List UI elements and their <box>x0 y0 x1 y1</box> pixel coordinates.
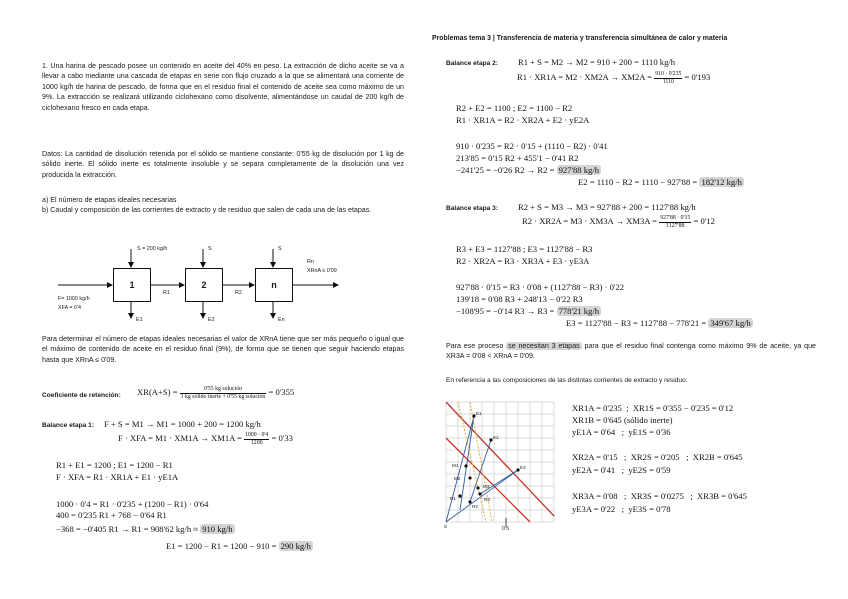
graph-label-r3: R3 <box>484 497 490 502</box>
e3-line6: 139'18 = 0'08 R3 + 248'13 − 0'22 R3 <box>456 294 583 304</box>
point-m1 <box>464 464 467 467</box>
comp-xr2a: XR2A = 0'15 <box>572 452 618 462</box>
e2-line2-a: R1 · XR1A = M2 · XM2A → XM2A = <box>517 71 653 82</box>
e3-den: 1127'88 <box>666 222 685 229</box>
graph-label-e3: E3 <box>520 465 526 470</box>
conclusion-highlight: se necesitan 3 etapas <box>508 342 580 350</box>
comp-xr3a: XR3A = 0'08 <box>572 491 618 501</box>
graph-axis-label: 0'5 <box>502 526 510 532</box>
e2-line2-b: = 0'193 <box>684 71 711 82</box>
e3-title: Balance etapa 3: <box>446 205 499 212</box>
comp-ye2s: yE2S = 0'59 <box>628 465 671 475</box>
e2-line3: R2 + E2 = 1100 ; E2 = 1100 − R2 <box>456 103 573 113</box>
comp-ye2a: yE2A = 0'41 <box>572 465 616 475</box>
stages-paragraph: Para determinar el número de etapas ideales necesarias el valor de XRnA tiene que ser más pequeño o igual que el máximo de contenido de aceite en el residuo final (9%), de forma que se tienen que seguir haciendo etapas hasta que XRnA ≤ 0'09. <box>42 335 404 364</box>
comp-row-6 <box>572 491 747 501</box>
comp-ye1a: yE1A = 0'64 <box>572 427 616 437</box>
comp-xr1s: XR1S = 0'355 − 0'235 = 0'12 <box>632 403 734 413</box>
stage-1-box: 1 <box>113 268 151 302</box>
comp-xr2s: XR2S = 0'205 <box>630 452 680 462</box>
comp-sep: ; <box>621 504 625 514</box>
comp-sep: ; <box>624 491 627 501</box>
feed-composition: XFA = 0'4 <box>58 305 82 311</box>
e3-result: 349'67 kg/h <box>710 318 751 328</box>
feed-label: F= 1000 kg/h <box>58 296 90 302</box>
graph-label-m3: M3 <box>483 484 490 489</box>
comp-sep: ; <box>626 403 629 413</box>
e3-line7-text: −108'95 = −0'14 R3 → R3 = <box>456 306 555 316</box>
s3-label: S <box>278 246 282 252</box>
solvent-label: S = 200 kg/h <box>137 246 168 252</box>
comp-row-4 <box>572 452 743 462</box>
point-m2 <box>468 476 471 479</box>
r3-result: 778'21 kg/h <box>558 306 600 316</box>
en-label: En <box>278 317 285 323</box>
e3-line2-b: = 0'12 <box>693 215 715 226</box>
graph-label-e1: E1 <box>476 411 482 416</box>
point-r3 <box>478 492 481 495</box>
comp-row-3 <box>572 427 671 437</box>
problem-statement-text: 1. Una harina de pescado posee un contenido en aceite del 40% en peso. La extracción de dicho aceite se va a llevar a cabo mediante una cascada de etapas en serie con flujo cruzado a la que se alimentará una corriente de 1000 kg/h de harina de pescado, de forma que en el residuo final el contenido de aceite sea como máximo de un 9%. La extracción se realizará utilizando ciclohexano como disolvente, alimentándose un caudal de 200 kg/h de ciclohexano fresco en cada etapa. <box>42 62 404 112</box>
comp-sep: ; <box>686 452 689 462</box>
question-b: b) Caudal y composición de las corrientes de extracto y de residuo que salen de cada una de las etapas. <box>42 206 372 214</box>
comp-xr1b: XR1B = 0'645 (sólido inerte) <box>572 415 673 425</box>
s2-label: S <box>208 246 212 252</box>
comp-xr1a: XR1A = 0'235 <box>572 403 622 413</box>
composition-title: En referencia a las composiciones de las distintas corrientes de extracto y residuo: <box>446 377 688 384</box>
r2-result: 927'88 kg/h <box>558 165 600 175</box>
comp-xr3b: XR3B = 0'645 <box>697 491 747 501</box>
e3-line4: R2 · XR2A = R3 · XR3A + E3 · yE3A <box>456 256 590 266</box>
rn-label: Rn <box>307 259 314 265</box>
e2-line4: R1 · XR1A = R2 · XR2A + E2 · yE2A <box>456 115 590 125</box>
conclusion-a: Para ese proceso <box>446 342 504 350</box>
point-m3 <box>476 486 479 489</box>
e3-line5: 927'88 · 0'15 = R3 · 0'08 + (1127'88 − R3) · 0'22 <box>456 282 625 292</box>
graph-label-s: S <box>444 524 448 529</box>
e2-num: 910 · 0'235 <box>655 71 682 77</box>
rn-composition: XRnA ≤ 0'09 <box>307 268 337 274</box>
e2-den: 1110 <box>662 78 674 85</box>
e1-line5: 1000 · 0'4 = R1 · 0'235 + (1200 − R1) · 0'64 <box>56 499 209 509</box>
graph-label-r2: R2 <box>472 504 478 509</box>
r1-label: R1 <box>163 290 170 296</box>
coef-value: = 0'355 <box>268 386 295 397</box>
coef-lhs: XR(A+S) = <box>137 386 178 397</box>
comp-row-1 <box>572 403 733 413</box>
page-header: Problemas tema 3 | Transferencia de materia y transferencia simultánea de calor y materia <box>432 35 728 42</box>
e1-line3: R1 + E1 = 1200 ; E1 = 1200 − R1 <box>56 460 173 470</box>
coef-num: 0'55 kg solución <box>180 386 267 394</box>
e3-num: 927'88 · 0'15 <box>660 215 691 221</box>
e1-title: Balance etapa 1: <box>42 422 95 429</box>
e2-line8-text: E2 = 1110 − R2 = 1110 − 927'88 = <box>578 177 698 187</box>
stage-n-box: n <box>255 268 293 302</box>
e1-line6: 400 = 0'235 R1 + 768 − 0'64 R1 <box>56 510 167 520</box>
e1-line1: F + S = M1 → M1 = 1000 + 200 = 1200 kg/h <box>104 419 261 429</box>
comp-ye3a: yE3A = 0'22 <box>572 504 616 514</box>
question-a: a) El número de etapas ideales necesarias <box>42 196 177 204</box>
coef-label: Coeficiente de retención: <box>42 392 121 399</box>
e3-line8-text: E3 = 1127'88 − R3 = 1127'88 − 778'21 = <box>566 318 707 328</box>
comp-row-7 <box>572 504 671 514</box>
comp-sep: ; <box>624 452 627 462</box>
comp-ye3s: yE3S = 0'78 <box>628 504 671 514</box>
e3-line2-a: R2 · XR2A = M3 · XM3A → XM3A = <box>522 215 658 226</box>
e1-label: E1 <box>136 317 143 323</box>
e1-line4: F · XFA = R1 · XR1A + E1 · yE1A <box>56 472 179 482</box>
e1-den: 1200 <box>250 439 263 446</box>
e1-num: 1000 · 0'4 <box>245 432 269 438</box>
graph-label-m1: M1 <box>452 463 459 468</box>
problem-data: Datos: La cantidad de disolución retenida por el sólido se mantiene constante: 0'55 kg de disolución por 1 kg de sólido inerte. El sólido inerte es totalmente insoluble y se separa completamente de la disolución una vez producida la extracción. <box>42 150 404 179</box>
graph-label-r1: R1 <box>450 496 456 501</box>
graph-label-e2: E2 <box>493 435 499 440</box>
comp-sep: ; <box>621 427 625 437</box>
stage-2-box: 2 <box>185 268 223 302</box>
e1-line8-text: E1 = 1200 − R1 = 1200 − 910 = <box>166 541 277 551</box>
conclusion-b: para que el residuo final contenga como máximo 9% de aceite, ya que XR3A = 0'08 < XRnA = 0'09. <box>446 342 816 361</box>
e1-line2-a: F · XFA = M1 · XM1A → XM1A = <box>118 432 242 443</box>
e2-title: Balance etapa 2: <box>446 60 499 67</box>
point-r1 <box>458 494 461 497</box>
r2-label: R2 <box>235 290 242 296</box>
r1-result: 910 kg/h <box>202 524 233 534</box>
e2-line1: R1 + S = M2 → M2 = 910 + 200 = 1110 kg/h <box>518 57 676 67</box>
comp-xr3s: XR3S = 0'0275 <box>630 491 684 501</box>
e2-label: E2 <box>208 317 215 323</box>
e2-line7-text: −241'25 = −0'26 R2 → R2 = <box>456 165 555 175</box>
e1-line7-text: −368 = −0'405 R1 → R1 = 908'62 kg/h ≈ <box>56 524 199 534</box>
comp-sep: ; <box>621 465 625 475</box>
e2-result: 182'12 kg/h <box>701 177 742 187</box>
comp-ye1s: yE1S = 0'36 <box>628 427 671 437</box>
comp-row-5 <box>572 465 671 475</box>
comp-xr2b: XR2B = 0'645 <box>692 452 743 462</box>
e3-line3: R3 + E3 = 1127'88 ; E3 = 1127'88 − R3 <box>456 244 593 254</box>
e1-line2-b: = 0'33 <box>271 432 293 443</box>
e3-line1: R2 + S = M3 → M3 = 927'88 + 200 = 1127'88 kg/h <box>518 202 696 212</box>
e2-line5: 910 · 0'235 = R2 · 0'15 + (1110 − R2) · 0'41 <box>456 141 608 151</box>
comp-sep: ; <box>690 491 693 501</box>
e1-result: 290 kg/h <box>280 541 311 551</box>
e2-line6: 213'85 = 0'15 R2 + 455'1 − 0'41 R2 <box>456 153 579 163</box>
comp-row-2 <box>572 415 672 425</box>
coef-den: 1 kg sólido inerte + 0'55 kg solución <box>180 393 266 400</box>
graph-label-m2: M2 <box>454 476 461 481</box>
